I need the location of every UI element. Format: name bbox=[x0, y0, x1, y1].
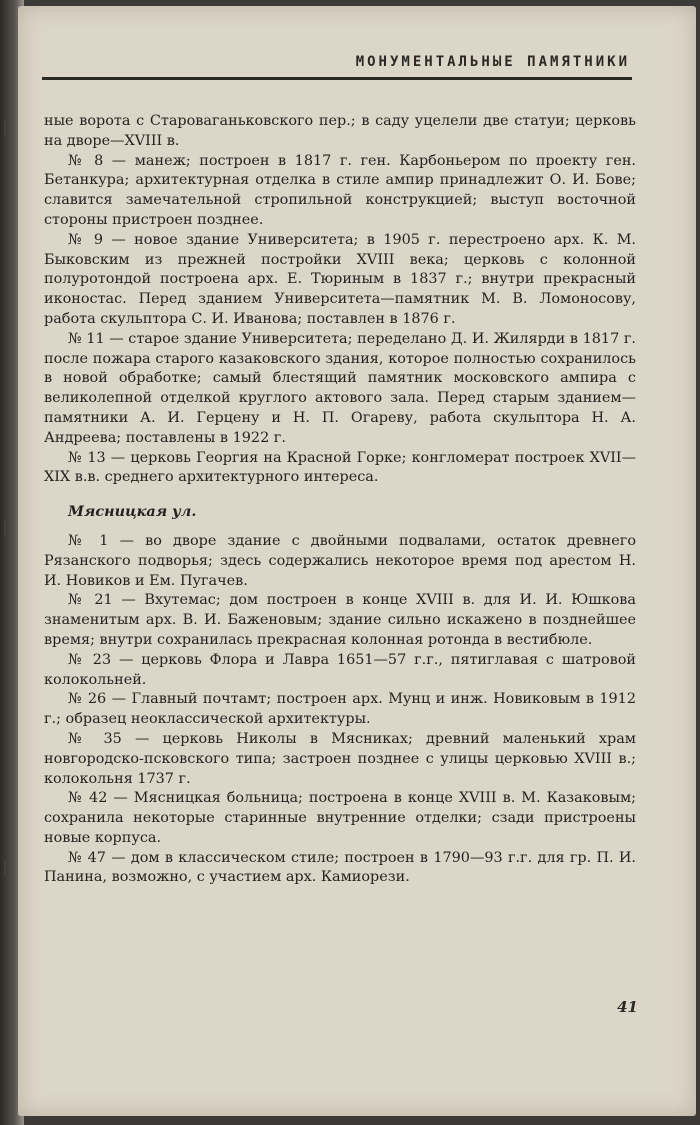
paragraph: № 11 — старое здание Университета; переделано Д. И. Жилярди в 1817 г. после пожара старого казаковского здания, которое полностью сохранилось в новой обработке; самый блестящий памятник московского ампира с великолепной отделкой круглого актового зала. Перед старым зданием—памятники А. И. Герцену и Н. П. Огареву, работа скульптора Н. А. Андреева; поставлены в 1922 г. bbox=[44, 330, 636, 446]
paragraph: № 35 — церковь Николы в Мясниках; древний маленький храм новгородско-псковского типа; застроен позднее с улицы церковью XVIII в.; колокольня 1737 г. bbox=[44, 730, 636, 787]
margin-ink-mark bbox=[4, 120, 12, 136]
paragraph: № 13 — церковь Георгия на Красной Горке; конгломерат построек XVII—XIX в.в. среднего архитектурного интереса. bbox=[44, 449, 636, 486]
paragraph: № 26 — Главный почтамт; построен арх. Мунц и инж. Новиковым в 1912 г.; образец неоклассической архитектуры. bbox=[44, 691, 636, 728]
running-header bbox=[42, 50, 632, 78]
paragraph: № 1 — во дворе здание с двойными подвалами, остаток древнего Рязанского подворья; здесь содержались некоторое время под арестом Н. И. Новиков и Ем. Пугачев. bbox=[44, 532, 636, 589]
paragraph: № 23 — церковь Флора и Лавра 1651—57 г.г., пятиглавая с шатровой колокольней. bbox=[44, 651, 636, 688]
paragraph: № 21 — Вхутемас; дом построен в конце XVIII в. для И. И. Юшкова знаменитым арх. В. И. Баженовым; здание сильно искажено в позднейшее время; внутри сохранилась прекрасная колонная ротонда в вестибюле. bbox=[44, 592, 636, 648]
page-number: 41 bbox=[617, 998, 638, 1016]
paragraph: № 47 — дом в классическом стиле; построен в 1790—93 г.г. для гр. П. И. Панина, возможно, с участием арх. Камиорези. bbox=[44, 849, 636, 886]
margin-ink-mark bbox=[4, 860, 12, 876]
running-header-title: МОНУМЕНТАЛЬНЫЕ ПАМЯТНИКИ bbox=[355, 54, 630, 70]
paragraph: № 8 — манеж; построен в 1817 г. ген. Карбоньером по проекту ген. Бетанкура; архитектурная отделка в стиле ампир принадлежит О. И. Бове; славится замечательной стропильной конструкцией; выступ восточной стороны пристроен позднее. bbox=[44, 152, 636, 228]
paragraph: № 9 — новое здание Университета; в 1905 г. перестроено арх. К. М. Быковским из прежней постройки XVIII века; церковь с колонной полуротондой построена арх. Е. Тюриным в 1837 г.; внутри прекрасный иконостас. Перед зданием Университета—памятник М. В. Ломоносову, работа скульптора С. И. Иванова; поставлен в 1876 г. bbox=[44, 231, 636, 327]
header-rule bbox=[42, 77, 632, 80]
section-heading: Мясницкая ул. bbox=[68, 503, 197, 521]
page-body bbox=[44, 112, 636, 888]
paragraph: № 42 — Мясницкая больница; построена в конце XVIII в. М. Казаковым; сохранила некоторые старинные внутренние отделки; сзади пристроены новые корпуса. bbox=[44, 790, 636, 846]
margin-ink-mark bbox=[4, 520, 12, 536]
paragraph: ные ворота с Староваганьковского пер.; в саду уцелели две статуи; церковь на дворе—XVIII в. bbox=[44, 113, 636, 149]
